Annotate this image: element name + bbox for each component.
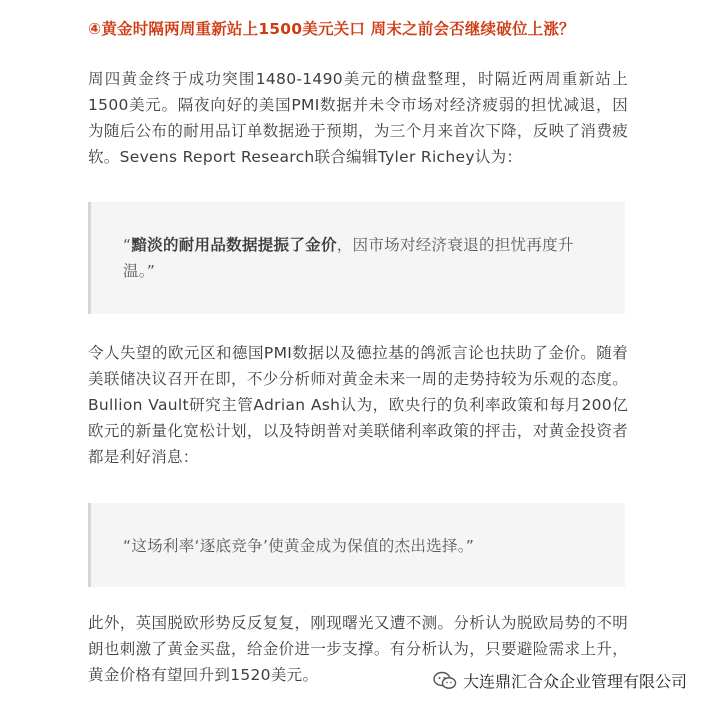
paragraph-3: 此外，英国脱欧形势反反复复，刚现曙光又遭不测。分析认为脱欧局势的不明朗也刺激了黄金买盘，给金价进一步支撑。有分析认为，只要避险需求上升，黄金价格有望回升到1520美元。: [88, 614, 628, 684]
blockquote-2: [88, 503, 625, 587]
watermark: [433, 669, 687, 692]
paragraph-2: 令人失望的欧元区和德国PMI数据以及德拉基的鸽派言论也扶助了金价。随着美联储决议召开在即，不少分析师对黄金未来一周的走势持较为乐观的态度。Bullion Vault研究主管Adrian Ash认为，欧央行的负利率政策和每月200亿欧元的新量化宽松计划，以及特朗普对美联储利率政策的抨击，对黄金投资者都是利好消息：: [88, 344, 628, 466]
blockquote-1-text: [123, 232, 601, 284]
blockquote-2-text: “这场利率‘逐底竞争’使黄金成为保值的杰出选择。”: [123, 537, 475, 555]
quote-1-bold-phrase: 黯淡的耐用品数据提振了金价: [131, 236, 337, 254]
section-heading: ④黄金时隔两周重新站上1500美元关口 周末之前会否继续破位上涨？: [88, 20, 575, 38]
blockquote-1: [88, 202, 625, 314]
quote-1-rest: ，因市场对经济衰退的担忧再度升温。”: [123, 236, 574, 280]
wechat-icon: [433, 671, 457, 691]
paragraph-1: 周四黄金终于成功突围1480-1490美元的横盘整理，时隔近两周重新站上1500美元。隔夜向好的美国PMI数据并未令市场对经济疲弱的担忧减退，因为随后公布的耐用品订单数据逊于预期，为三个月来首次下降，反映了消费疲软。Sevens Report Research联合编辑Tyler Richey认为：: [88, 70, 628, 166]
watermark-text: 大连鼎汇合众企业管理有限公司: [462, 672, 687, 691]
quote-1-open-mark: “: [123, 236, 132, 254]
